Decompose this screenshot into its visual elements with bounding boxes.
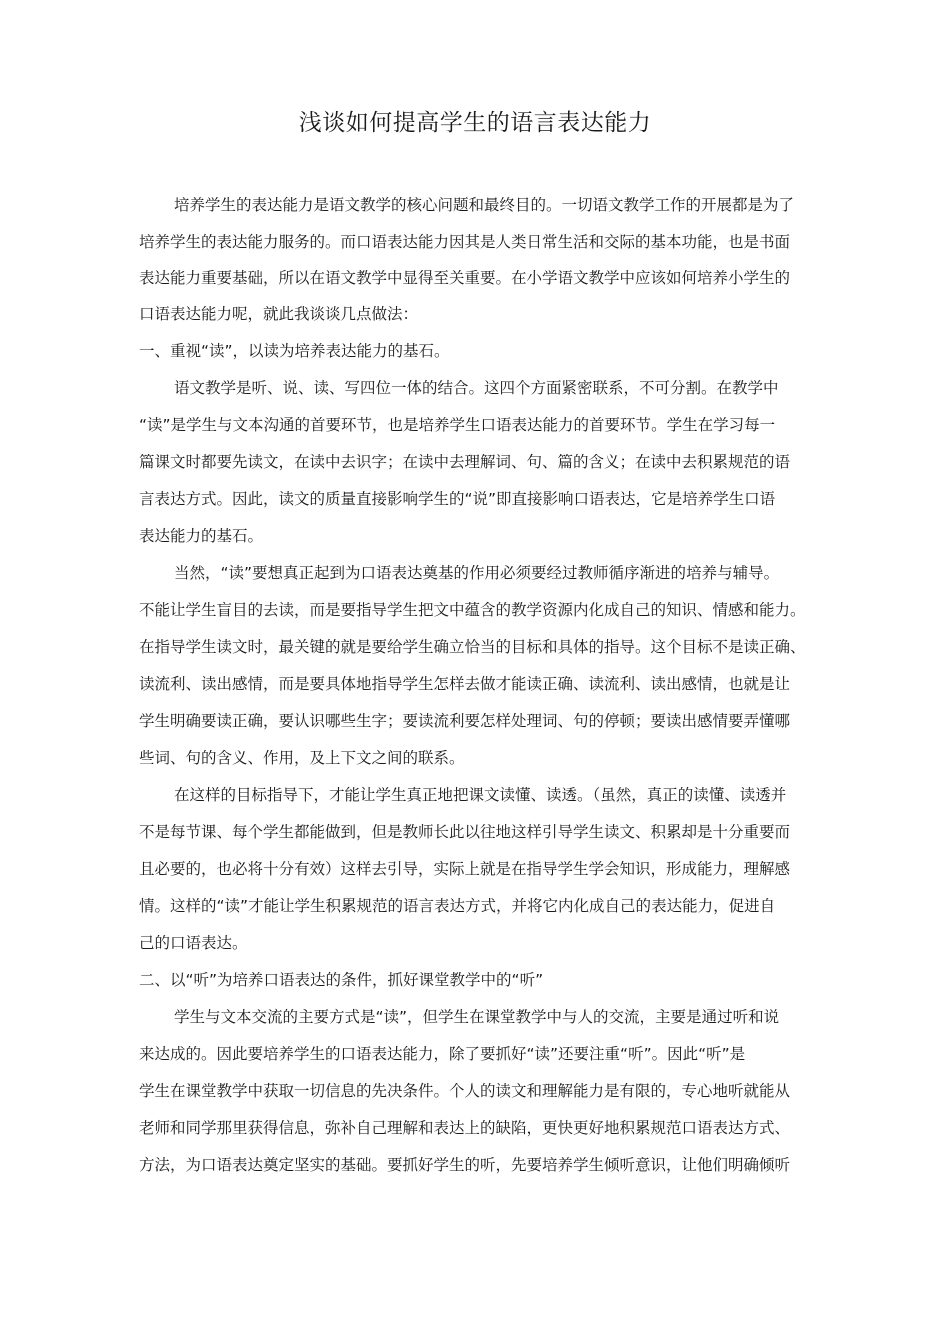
text-line: 且必要的，也必将十分有效）这样去引导，实际上就是在指导学生学会知识，形成能力，理解感 bbox=[139, 860, 791, 878]
text-line: 培养学生的表达能力是语文教学的核心问题和最终目的。一切语文教学工作的开展都是为了 bbox=[174, 196, 795, 214]
section-heading: 一、重视“读”，以读为培养表达能力的基石。 bbox=[139, 342, 450, 360]
text-line: 口语表达能力呢，就此我谈谈几点做法： bbox=[139, 305, 419, 323]
text-line: 方法，为口语表达奠定坚实的基础。要抓好学生的听，先要培养学生倾听意识，让他们明确倾听 bbox=[139, 1156, 791, 1174]
section-heading: 二、以“听”为培养口语表达的条件，抓好课堂教学中的“听” bbox=[139, 971, 544, 989]
text-line: 在这样的目标指导下，才能让学生真正地把课文读懂、读透。（虽然，真正的读懂、读透并 bbox=[174, 786, 787, 804]
text-line: 篇课文时都要先读文，在读中去识字；在读中去理解词、句、篇的含义；在读中去积累规范的语 bbox=[139, 453, 791, 471]
text-line: 些词、句的含义、作用，及上下文之间的联系。 bbox=[139, 749, 465, 767]
text-line: 己的口语表达。 bbox=[139, 934, 248, 952]
text-line: 表达能力的基石。 bbox=[139, 527, 264, 545]
text-line: 来达成的。因此要培养学生的口语表达能力，除了要抓好“读”还要注重“听”。因此“听”是 bbox=[139, 1045, 746, 1063]
text-line: 不是每节课、每个学生都能做到，但是教师长此以往地这样引导学生读文、积累却是十分重要而 bbox=[139, 823, 791, 841]
text-line: “读”是学生与文本沟通的首要环节，也是培养学生口语表达能力的首要环节。学生在学习每一 bbox=[139, 416, 776, 434]
text-line: 情。这样的“读”才能让学生积累规范的语言表达方式，并将它内化成自己的表达能力，促进自 bbox=[139, 897, 776, 915]
text-line: 表达能力重要基础，所以在语文教学中显得至关重要。在小学语文教学中应该如何培养小学生的 bbox=[139, 269, 791, 287]
text-line: 当然，“读”要想真正起到为口语表达奠基的作用必须要经过教师循序渐进的培养与辅导。 bbox=[174, 564, 780, 582]
text-line: 言表达方式。因此，读文的质量直接影响学生的“说”即直接影响口语表达，它是培养学生口语 bbox=[139, 490, 776, 508]
text-line: 学生明确要读正确，要认识哪些生字；要读流利要怎样处理词、句的停顿；要读出感情要弄懂哪 bbox=[139, 712, 791, 730]
text-line: 培养学生的表达能力服务的。而口语表达能力因其是人类日常生活和交际的基本功能，也是书面 bbox=[139, 233, 791, 251]
text-line: 读流利、读出感情，而是要具体地指导学生怎样去做才能读正确、读流利、读出感情，也就是让 bbox=[139, 675, 791, 693]
text-line: 学生在课堂教学中获取一切信息的先决条件。个人的读文和理解能力是有限的，专心地听就能从 bbox=[139, 1082, 791, 1100]
text-line: 在指导学生读文时，最关键的就是要给学生确立恰当的目标和具体的指导。这个目标不是读正确、 bbox=[139, 638, 806, 656]
text-line: 学生与文本交流的主要方式是“读”，但学生在课堂教学中与人的交流，主要是通过听和说 bbox=[174, 1008, 780, 1026]
text-line: 老师和同学那里获得信息，弥补自己理解和表达上的缺陷，更快更好地积累规范口语表达方式、 bbox=[139, 1119, 791, 1137]
document-title: 浅谈如何提高学生的语言表达能力 bbox=[298, 110, 652, 136]
text-line: 不能让学生盲目的去读，而是要指导学生把文中蕴含的教学资源内化成自己的知识、情感和能力。 bbox=[139, 601, 806, 619]
text-line: 语文教学是听、说、读、写四位一体的结合。这四个方面紧密联系，不可分割。在教学中 bbox=[174, 379, 779, 397]
